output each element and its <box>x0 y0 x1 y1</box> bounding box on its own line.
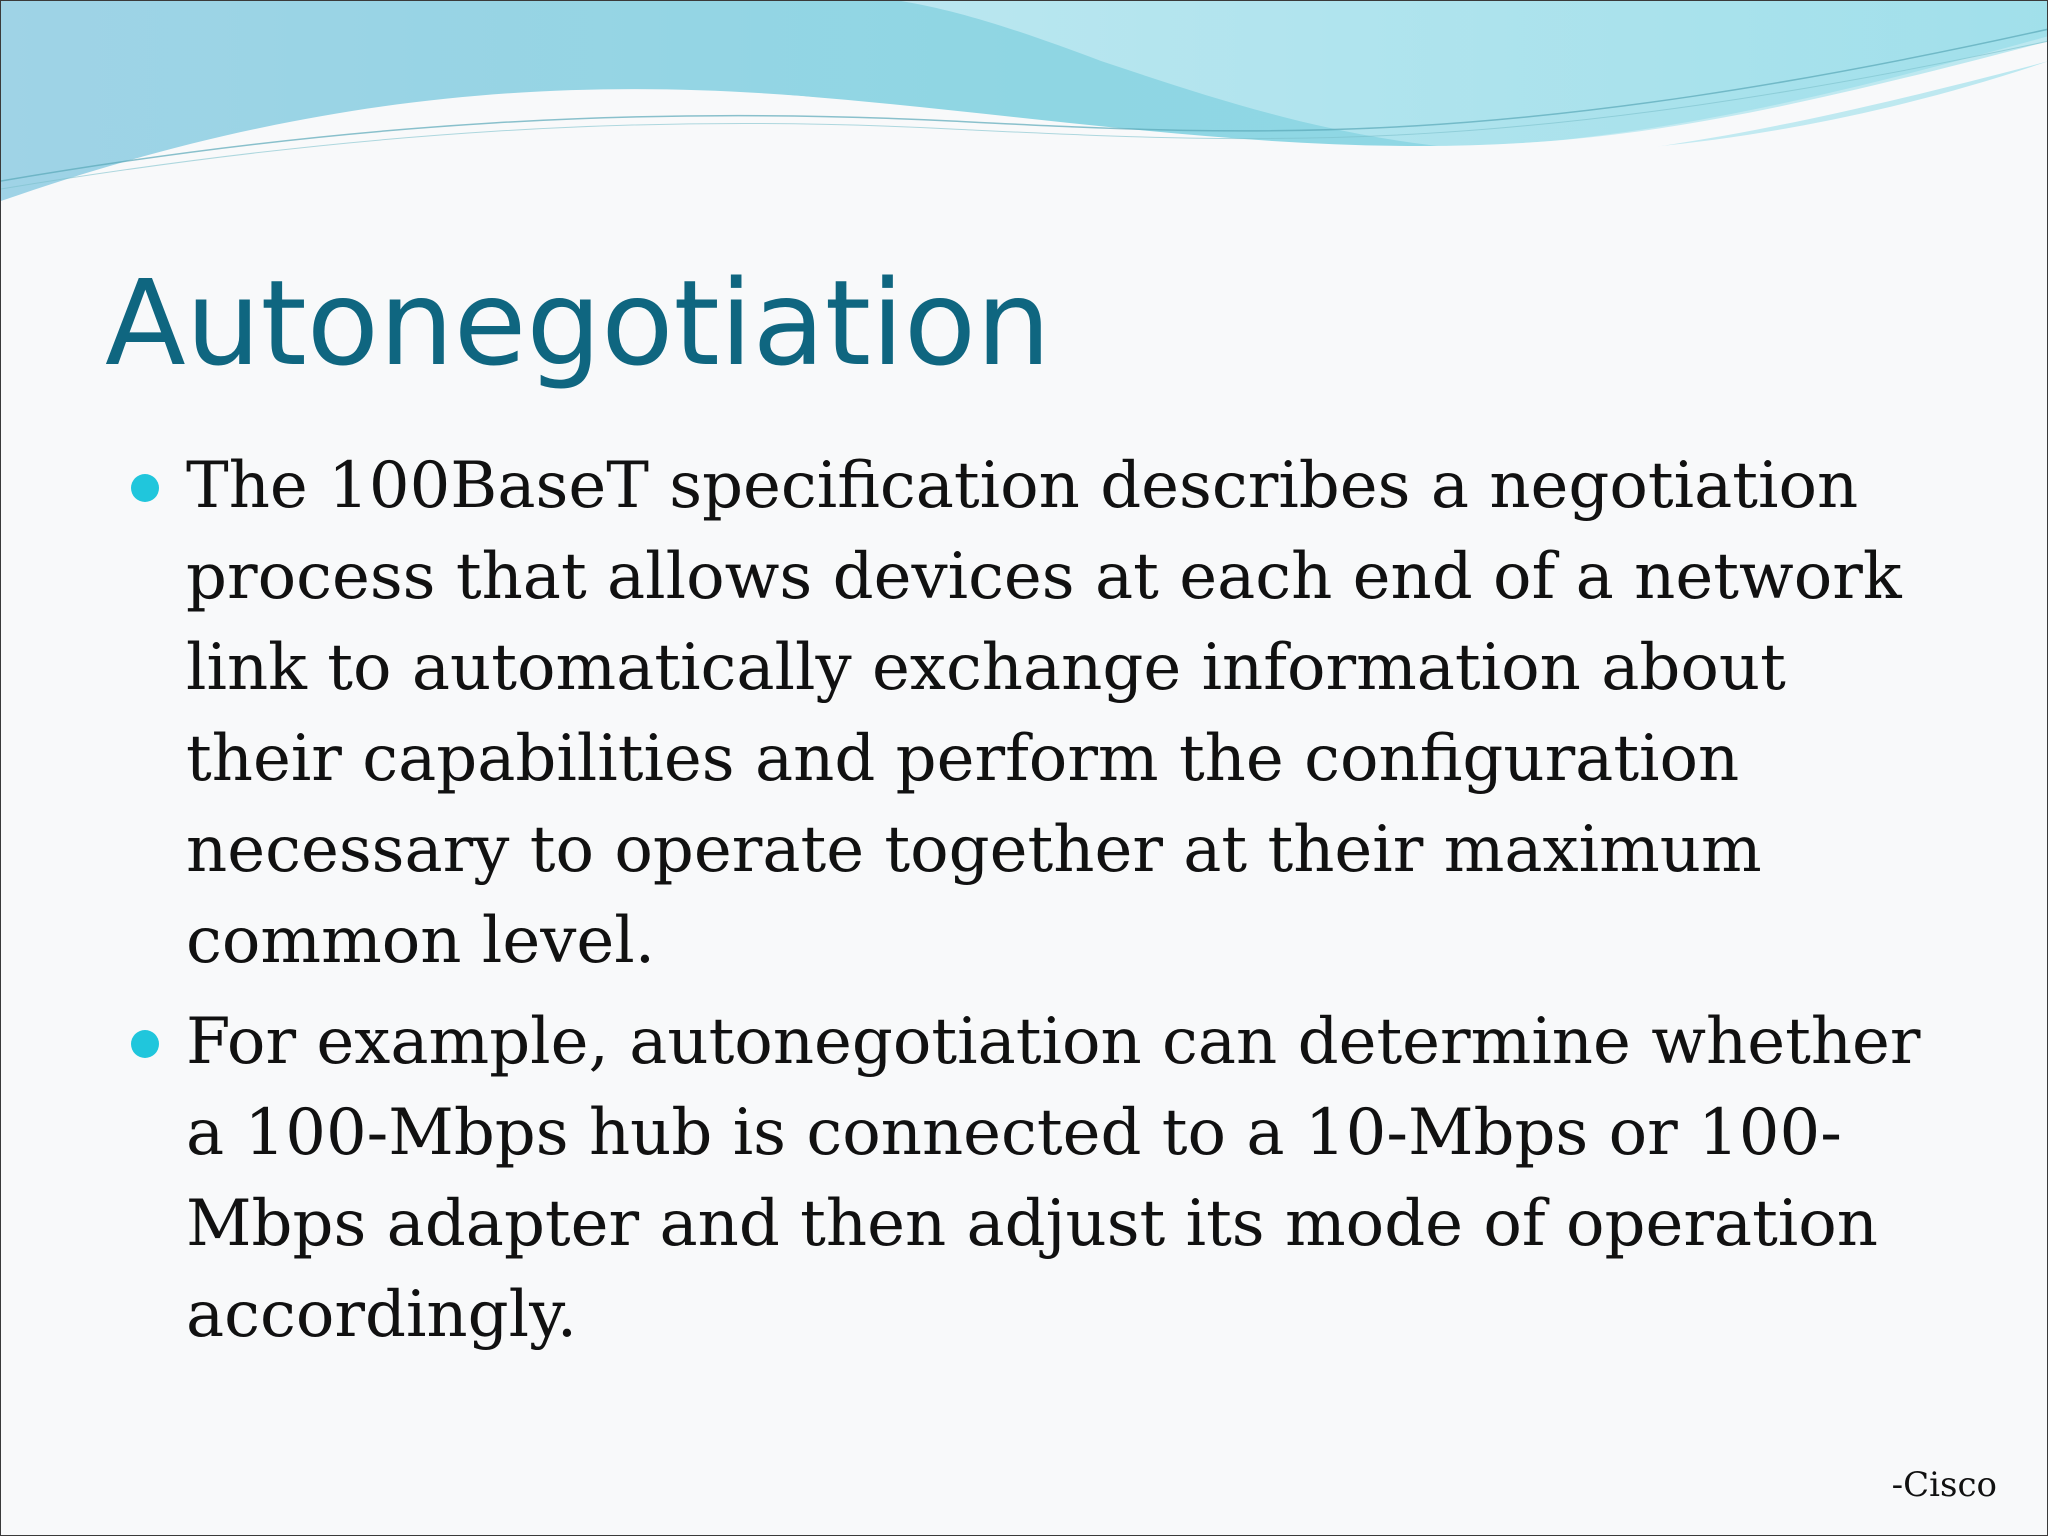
attribution-text: -Cisco <box>1891 1465 1997 1505</box>
bullet-line: For example, autonegotiation can determine whether <box>186 1005 1921 1079</box>
bullet-line: Mbps adapter and then adjust its mode of operation <box>186 1187 1878 1261</box>
bullet-dot-icon <box>131 1030 159 1058</box>
header-wave-decoration <box>1 1 2048 241</box>
bullet-line: necessary to operate together at their maximum <box>186 813 1762 887</box>
bullet-line: link to automatically exchange information about <box>186 631 1786 705</box>
bullet-line: process that allows devices at each end of a network <box>186 540 1902 614</box>
bullet-list <box>1 441 2048 1371</box>
bullet-dot-icon <box>131 474 159 502</box>
bullet-line: a 100-Mbps hub is connected to a 10-Mbps or 100- <box>186 1096 1842 1170</box>
bullet-line: The 100BaseT specification describes a negotiation <box>186 449 1859 523</box>
bullet-item-1 <box>1 441 2048 987</box>
bullet-item-2 <box>1 997 2048 1361</box>
bullet-line: their capabilities and perform the configuration <box>186 722 1740 796</box>
slide-title: Autonegotiation <box>105 254 1051 392</box>
bullet-line: accordingly. <box>186 1278 578 1352</box>
bullet-line: common level. <box>186 904 656 978</box>
